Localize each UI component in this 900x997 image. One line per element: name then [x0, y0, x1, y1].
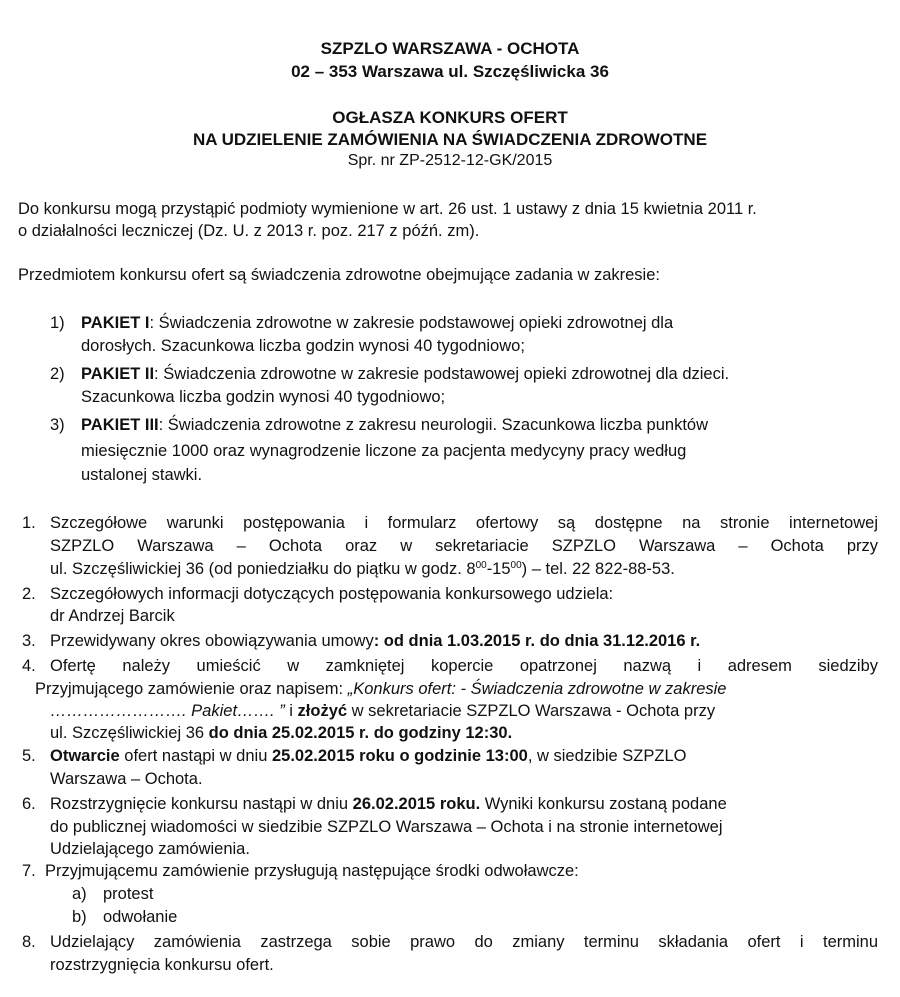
package-3-line-2: miesięcznie 1000 oraz wynagrodzenie liczone za pacjenta medycyny pracy według [81, 442, 687, 460]
intro-line-1: Do konkursu mogą przystąpić podmioty wymienione w art. 26 ust. 1 ustawy z dnia 15 kwietnia 2011 r. [18, 200, 757, 218]
package-2-label: PAKIET II [81, 365, 155, 383]
package-3-text: : Świadczenia zdrowotne z zakresu neurologii. Szacunkowa liczba punktów [158, 416, 708, 434]
item-3-text: Przewidywany okres obowiązywania umowy [50, 632, 374, 650]
item-3-dates: : od dnia 1.03.2015 r. do dnia 31.12.2016 r. [373, 632, 701, 650]
item-1-sup-1: 00 [475, 560, 487, 571]
item-5-text: ofert nastąpi w dniu [119, 747, 272, 765]
item-2-contact: dr Andrzej Barcik [50, 607, 175, 625]
item-4-package-placeholder: ……………………. Pakiet……. ” [50, 702, 285, 720]
item-4-text: Przyjmującego zamówienie oraz napisem: [35, 680, 348, 698]
package-2-number: 2) [50, 365, 65, 383]
item-6-results: Wyniki konkursu zostaną podane [480, 795, 727, 813]
announcement-title: OGŁASZA KONKURS OFERT [332, 108, 568, 127]
item-8-line-1: Udzielający zamówienia zastrzega sobie prawo do zmiany terminu składania ofert i terminu [50, 933, 878, 951]
item-5-place: , w siedzibie SZPZLO [527, 747, 687, 765]
item-1-phone: ) – tel. 22 822-88-53. [521, 560, 675, 578]
reference-number: Spr. nr ZP-2512-12-GK/2015 [347, 152, 553, 169]
remedy-b-appeal: odwołanie [103, 908, 178, 926]
item-1-number: 1. [22, 514, 36, 532]
package-2-text: : Świadczenia zdrowotne w zakresie podstawowej opieki zdrowotnej dla dzieci. [154, 365, 730, 383]
item-6-line-3: Udzielającego zamówienia. [50, 840, 250, 858]
item-4-envelope-label: „Konkurs ofert: - Świadczenia zdrowotne w zakresie [347, 680, 727, 698]
subject-line: Przedmiotem konkursu ofert są świadczenia zdrowotne obejmujące zadania w zakresie: [18, 266, 660, 284]
remedy-a-letter: a) [72, 885, 87, 903]
item-1-line-1: Szczegółowe warunki postępowania i formularz ofertowy są dostępne na stronie internetowej [50, 514, 878, 532]
item-6-text: Rozstrzygnięcie konkursu nastąpi w dniu [50, 795, 353, 813]
item-2-line-1: Szczegółowych informacji dotyczących postępowania konkursowego udziela: [50, 585, 614, 603]
item-8-line-2: rozstrzygnięcia konkursu ofert. [50, 956, 274, 974]
item-4-line-3 [50, 701, 878, 722]
item-4-and: i [284, 702, 298, 720]
item-5-datetime: 25.02.2015 roku o godzinie 13:00 [271, 747, 528, 765]
package-1-number: 1) [50, 314, 65, 332]
package-3-number: 3) [50, 416, 65, 434]
package-1-line-2: dorosłych. Szacunkowa liczba godzin wynosi 40 tygodniowo; [81, 337, 525, 355]
package-3-line-1 [81, 415, 708, 436]
item-6-line-1 [50, 794, 727, 815]
package-3-line-3: ustalonej stawki. [81, 466, 203, 484]
org-name: SZPZLO WARSZAWA - OCHOTA [320, 39, 580, 58]
package-1-text: : Świadczenia zdrowotne w zakresie podstawowej opieki zdrowotnej dla [149, 314, 674, 332]
item-6-line-2: do publicznej wiadomości w siedzibie SZPZLO Warszawa – Ochota i na stronie internetowej [50, 818, 723, 836]
announcement-subtitle: NA UDZIELENIE ZAMÓWIENIA NA ŚWIADCZENIA ZDROWOTNE [192, 130, 708, 149]
item-2-number: 2. [22, 585, 36, 603]
remedy-b-letter: b) [72, 908, 87, 926]
item-4-line-2 [35, 679, 726, 700]
item-1-line-3 [50, 559, 675, 580]
item-4-number: 4. [22, 657, 36, 675]
item-4-deadline: do dnia 25.02.2015 r. do godziny 12:30. [208, 724, 513, 742]
item-6-date: 26.02.2015 roku. [352, 795, 481, 813]
remedy-a-protest: protest [103, 885, 154, 903]
item-4-line-1: Ofertę należy umieścić w zamkniętej kopercie opatrzonej nazwą i adresem siedziby [50, 657, 878, 675]
package-2-line-1 [81, 364, 729, 385]
item-3-line-1 [50, 631, 700, 652]
item-4-line-4 [50, 723, 512, 744]
intro-line-2: o działalności leczniczej (Dz. U. z 2013 r. poz. 217 z późń. zm). [18, 222, 480, 240]
package-1-line-1 [81, 313, 673, 334]
item-1-hours-end: -15 [486, 560, 511, 578]
item-5-opening: Otwarcie [50, 747, 120, 765]
item-7-line-1: Przyjmującemu zamówienie przysługują następujące środki odwoławcze: [45, 862, 579, 880]
item-3-number: 3. [22, 632, 36, 650]
org-address: 02 – 353 Warszawa ul. Szczęśliwicka 36 [291, 62, 609, 81]
item-6-number: 6. [22, 795, 36, 813]
item-7-number: 7. [22, 862, 36, 880]
package-2-line-2: Szacunkowa liczba godzin wynosi 40 tygodniowo; [81, 388, 446, 406]
item-4-submit: złożyć [297, 702, 348, 720]
item-1-hours-text: ul. Szczęśliwickiej 36 (od poniedziałku do piątku w godz. 8 [50, 560, 476, 578]
package-1-label: PAKIET I [81, 314, 150, 332]
item-1-sup-2: 00 [510, 560, 522, 571]
item-1-line-2: SZPZLO Warszawa – Ochota oraz w sekretariacie SZPZLO Warszawa – Ochota przy [50, 537, 878, 555]
item-8-number: 8. [22, 933, 36, 951]
package-3-label: PAKIET III [81, 416, 159, 434]
item-5-line-2: Warszawa – Ochota. [50, 770, 203, 788]
item-4-office: w sekretariacie SZPZLO Warszawa - Ochota przy [347, 702, 716, 720]
item-5-line-1 [50, 746, 686, 767]
item-4-street: ul. Szczęśliwickiej 36 [50, 724, 209, 742]
item-5-number: 5. [22, 747, 36, 765]
